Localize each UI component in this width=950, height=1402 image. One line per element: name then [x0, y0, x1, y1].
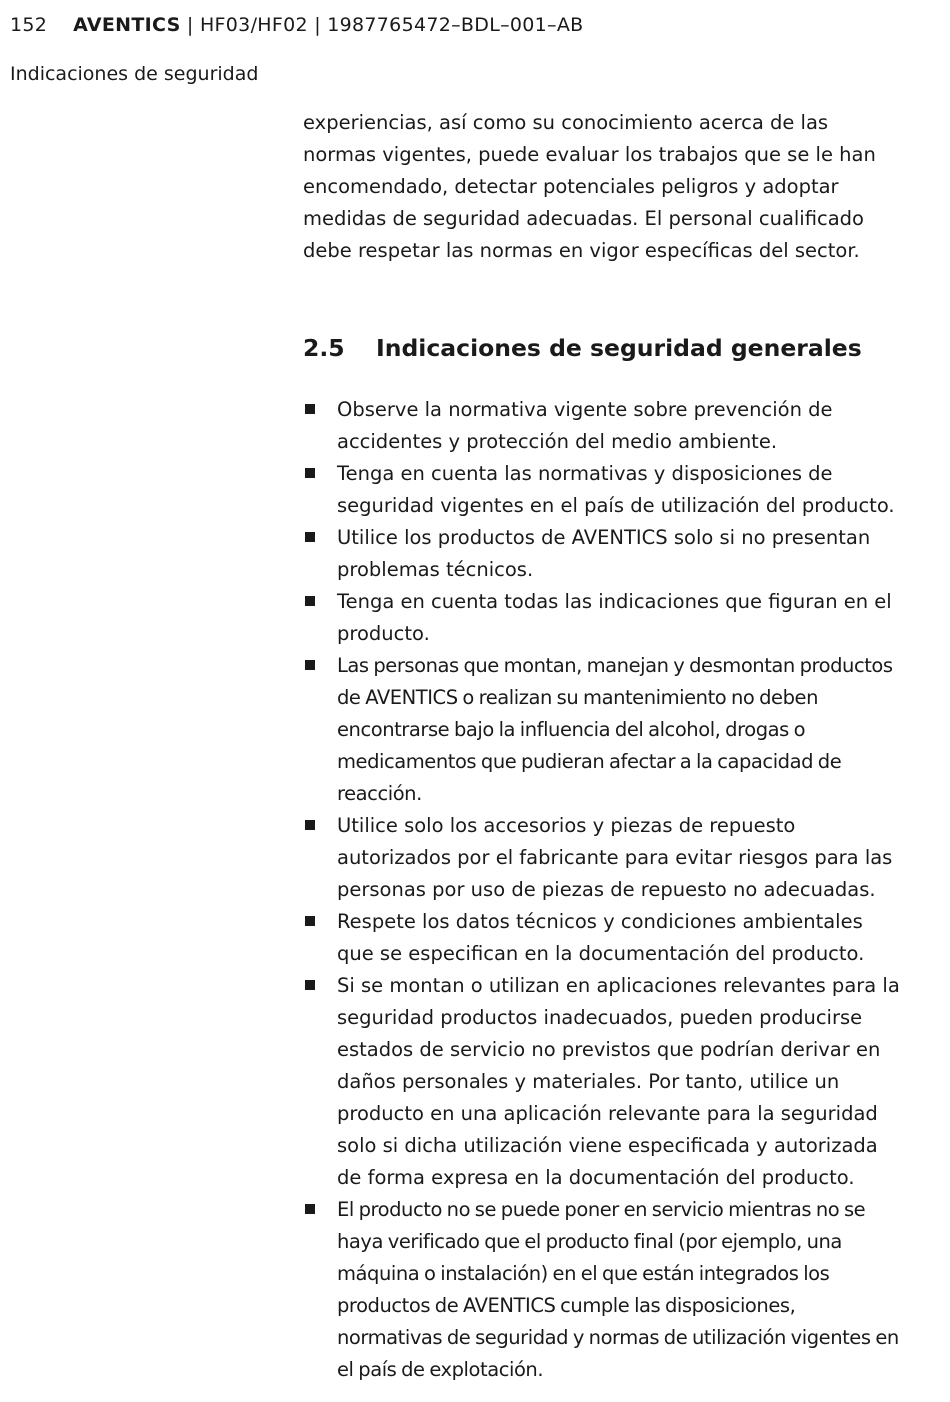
list-item — [303, 522, 903, 586]
square-bullet-icon — [305, 468, 315, 478]
square-bullet-icon — [305, 660, 315, 670]
list-item-text: Tenga en cuenta todas las indicaciones que figuran en el producto. — [337, 590, 892, 645]
square-bullet-icon — [305, 820, 315, 830]
safety-list — [303, 394, 903, 1386]
list-item — [303, 906, 903, 970]
section-heading — [303, 332, 903, 364]
document-reference: | HF03/HF02 | 1987765472–BDL–001–AB — [180, 14, 584, 36]
square-bullet-icon — [305, 596, 315, 606]
square-bullet-icon — [305, 532, 315, 542]
page-header — [10, 12, 583, 38]
list-item — [303, 394, 903, 458]
section-title: Indicaciones de seguridad generales — [376, 334, 862, 362]
square-bullet-icon — [305, 404, 315, 414]
page-number: 152 — [10, 14, 48, 36]
main-content — [303, 107, 903, 1386]
square-bullet-icon — [305, 980, 315, 990]
list-item-text: Utilice solo los accesorios y piezas de repuesto autorizados por el fabricante para evitar riesgos para las personas por uso de piezas de repuesto no adecuadas. — [337, 814, 893, 901]
list-item — [303, 586, 903, 650]
section-number: 2.5 — [303, 334, 345, 362]
list-item — [303, 1194, 903, 1386]
list-item-text: El producto no se puede poner en servicio mientras no se haya verificado que el producto final (por ejemplo, una máquina o instalación) en el que están integrados los productos de AVENTICS cumple las disposiciones, normativas de seguridad y normas de utilización vigentes en el país de explotación. — [337, 1198, 899, 1381]
square-bullet-icon — [305, 916, 315, 926]
list-item-text: Observe la normativa vigente sobre prevención de accidentes y protección del medio ambiente. — [337, 398, 833, 453]
brand-name: AVENTICS — [73, 14, 181, 36]
list-item — [303, 458, 903, 522]
list-item-text: Tenga en cuenta las normativas y disposiciones de seguridad vigentes en el país de utilización del producto. — [337, 462, 895, 517]
running-section-title: Indicaciones de seguridad — [10, 63, 259, 85]
list-item-text: Utilice los productos de AVENTICS solo si no presentan problemas técnicos. — [337, 526, 871, 581]
list-item-text: Respete los datos técnicos y condiciones ambientales que se especifican en la documentación del producto. — [337, 910, 865, 965]
list-item-text: Las personas que montan, manejan y desmontan productos de AVENTICS o realizan su mantenimiento no deben encontrarse bajo la influencia del alcohol, drogas o medicamentos que pudieran afectar a la capacidad de reacción. — [337, 654, 893, 805]
list-item-text: Si se montan o utilizan en aplicaciones relevantes para la seguridad productos inadecuados, pueden producirse estados de servicio no previstos que podrían derivar en daños personales y materiales. Por tanto, utilice un producto en una aplicación relevante para la seguridad solo si dicha utilización viene especificada y autorizada de forma expresa en la documentación del producto. — [337, 974, 900, 1189]
list-item — [303, 650, 903, 810]
list-item — [303, 810, 903, 906]
list-item — [303, 970, 903, 1194]
square-bullet-icon — [305, 1204, 315, 1214]
intro-paragraph: experiencias, así como su conocimiento acerca de las normas vigentes, puede evaluar los trabajos que se le han encomendado, detectar potenciales peligros y adoptar medidas de seguridad adecuadas. El personal cualificado debe respetar las normas en vigor específicas del sector. — [303, 111, 876, 262]
